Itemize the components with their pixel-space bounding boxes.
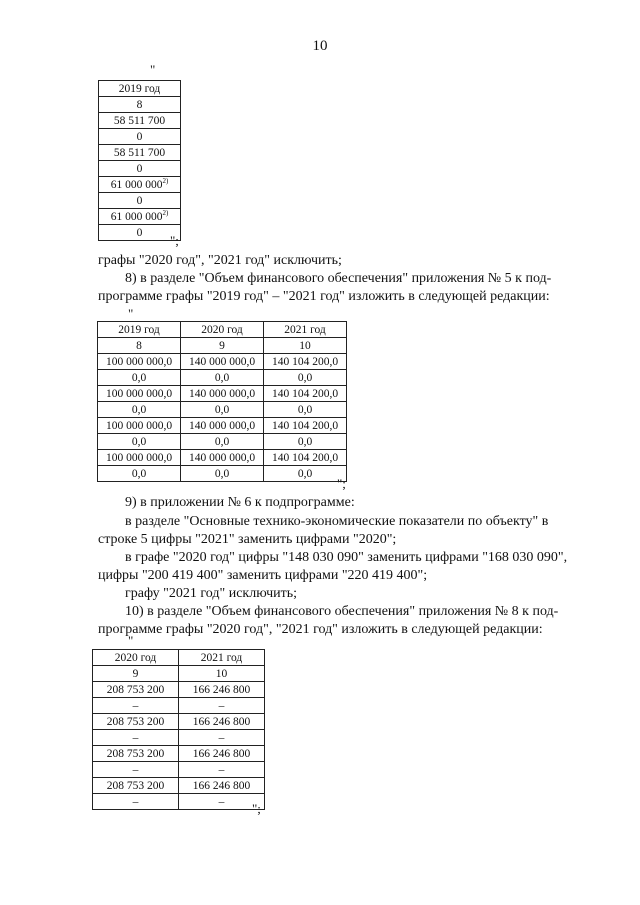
paragraph: программе графы "2020 год", "2021 год" изложить в следующей редакции: xyxy=(98,622,543,637)
table-header: 2019 год xyxy=(99,81,181,97)
table-cell: 208 753 200 xyxy=(93,682,179,698)
table-cell: 0 xyxy=(99,225,181,241)
table-cell: 0,0 xyxy=(264,370,347,386)
column-number: 8 xyxy=(99,97,181,113)
table-cell: – xyxy=(179,762,265,778)
table-cell: – xyxy=(93,698,179,714)
column-number: 9 xyxy=(93,666,179,682)
table-cell: 0,0 xyxy=(181,370,264,386)
table-header: 2020 год xyxy=(93,650,179,666)
open-quote: " xyxy=(150,62,156,77)
table-cell: 0,0 xyxy=(98,466,181,482)
table-2019-2021 xyxy=(97,321,347,482)
paragraph: графы "2020 год", "2021 год" исключить; xyxy=(98,253,342,268)
table-header: 2021 год xyxy=(264,322,347,338)
paragraph: графу "2021 год" исключить; xyxy=(125,586,298,601)
table-cell: 61 000 000$^{2)}$ xyxy=(99,177,181,193)
table-cell: 0,0 xyxy=(98,434,181,450)
table-header: 2021 год xyxy=(179,650,265,666)
close-quote: "; xyxy=(252,801,261,816)
table-cell: 0,0 xyxy=(98,402,181,418)
table-cell: 100 000 000,0 xyxy=(98,418,181,434)
column-number: 10 xyxy=(264,338,347,354)
table-cell: 208 753 200 xyxy=(93,714,179,730)
table-cell: 58 511 700 xyxy=(99,145,181,161)
open-quote: " xyxy=(128,306,134,321)
column-number: 10 xyxy=(179,666,265,682)
page-number: 10 xyxy=(312,38,328,54)
table-cell: 0,0 xyxy=(264,434,347,450)
table-cell: – xyxy=(93,762,179,778)
table-cell: 58 511 700 xyxy=(99,113,181,129)
table-cell: 0,0 xyxy=(264,402,347,418)
open-quote: " xyxy=(128,633,134,648)
table-cell: 140 104 200,0 xyxy=(264,354,347,370)
table-cell: 0,0 xyxy=(98,370,181,386)
table-2019 xyxy=(98,80,181,241)
table-cell: 100 000 000,0 xyxy=(98,386,181,402)
table-cell: 140 104 200,0 xyxy=(264,418,347,434)
table-cell: 140 000 000,0 xyxy=(181,354,264,370)
table-cell: 0,0 xyxy=(181,466,264,482)
column-number: 8 xyxy=(98,338,181,354)
table-cell: 0,0 xyxy=(264,466,347,482)
table-cell: 208 753 200 xyxy=(93,778,179,794)
paragraph: 10) в разделе "Объем финансового обеспечения" приложения № 8 к под- xyxy=(125,604,559,619)
table-cell: 0 xyxy=(99,193,181,209)
table-cell: 61 000 000$^{2)}$ xyxy=(99,209,181,225)
table-cell: 140 000 000,0 xyxy=(181,386,264,402)
table-cell: 140 000 000,0 xyxy=(181,450,264,466)
table-cell: – xyxy=(179,794,265,810)
table-cell: 0,0 xyxy=(181,402,264,418)
paragraph: программе графы "2019 год" – "2021 год" изложить в следующей редакции: xyxy=(98,289,550,304)
paragraph: 8) в разделе "Объем финансового обеспечения" приложения № 5 к под- xyxy=(125,271,552,286)
table-cell: 140 104 200,0 xyxy=(264,386,347,402)
column-number: 9 xyxy=(181,338,264,354)
table-header: 2020 год xyxy=(181,322,264,338)
table-cell: 166 246 800 xyxy=(179,714,265,730)
table-cell: 0 xyxy=(99,161,181,177)
table-cell: 100 000 000,0 xyxy=(98,450,181,466)
close-quote: "; xyxy=(337,476,346,491)
table-cell: – xyxy=(93,730,179,746)
close-quote: "; xyxy=(170,233,179,248)
table-cell: 166 246 800 xyxy=(179,682,265,698)
table-cell: 166 246 800 xyxy=(179,746,265,762)
table-cell: 140 000 000,0 xyxy=(181,418,264,434)
table-cell: – xyxy=(93,794,179,810)
table-cell: 208 753 200 xyxy=(93,746,179,762)
table-cell: – xyxy=(179,730,265,746)
table-cell: 0,0 xyxy=(181,434,264,450)
paragraph: цифры "200 419 400" заменить цифрами "220 419 400"; xyxy=(98,568,428,583)
table-cell: – xyxy=(179,698,265,714)
paragraph: строке 5 цифры "2021" заменить цифрами "2020"; xyxy=(98,532,397,547)
table-2020-2021 xyxy=(92,649,265,810)
paragraph: в графе "2020 год" цифры "148 030 090" заменить цифрами "168 030 090", xyxy=(125,550,568,565)
table-cell: 166 246 800 xyxy=(179,778,265,794)
table-cell: 0 xyxy=(99,129,181,145)
paragraph: в разделе "Основные технико-экономические показатели по объекту" в xyxy=(125,514,549,529)
table-cell: 140 104 200,0 xyxy=(264,450,347,466)
table-header: 2019 год xyxy=(98,322,181,338)
table-cell: 100 000 000,0 xyxy=(98,354,181,370)
footnote-mark: 2) xyxy=(162,176,169,185)
footnote-mark: 2) xyxy=(162,208,169,217)
paragraph: 9) в приложении № 6 к подпрограмме: xyxy=(125,495,355,510)
